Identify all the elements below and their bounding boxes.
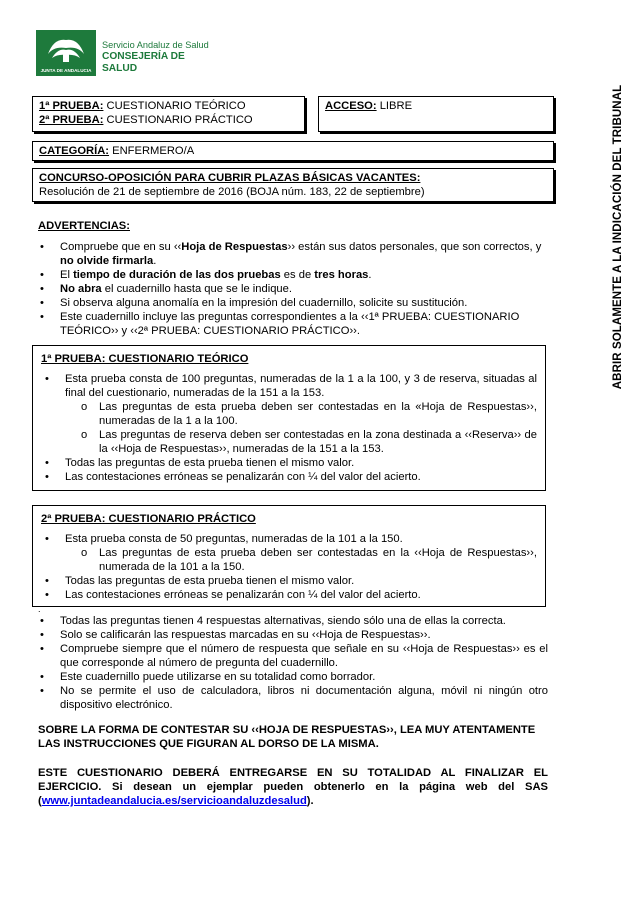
pruebas-box — [32, 96, 305, 132]
emblem-caption: JUNTA DE ANDALUCIA — [40, 68, 92, 73]
acceso-box — [318, 96, 554, 132]
list-item: • Compruebe que en su ‹‹Hoja de Respuestas›› están sus datos personales, que son correctos, y no olvide firmarla. — [36, 240, 548, 268]
acceso-value: LIBRE — [376, 100, 413, 112]
final-notice-text: ESTE CUESTIONARIO DEBERÁ ENTREGARSE EN SU TOTALIDAD AL FINALIZAR EL EJERCICIO. Si desean un ejemplar pueden obtenerlo en la página web del SAS ( — [38, 767, 548, 807]
list-item: • Esta prueba consta de 50 preguntas, numeradas de la 101 a la 150. — [41, 532, 537, 546]
list-item: • Esta prueba consta de 100 preguntas, numeradas de la 1 a la 100, y 3 de reserva, situadas al final del cuestionario, numeradas de la 151 a la 153. — [41, 372, 537, 400]
advertencias-list — [36, 240, 548, 338]
org-name: Servicio Andaluz de Salud — [102, 40, 209, 50]
org-department: CONSEJERÍA DE SALUD — [102, 51, 185, 74]
list-subitem: o Las preguntas de esta prueba deben ser contestadas en la ‹‹Hoja de Respuestas››, numerada de la 101 a la 150. — [41, 546, 537, 574]
advertencias-title: ADVERTENCIAS: — [38, 220, 130, 232]
side-vertical-notice — [596, 36, 638, 438]
prueba1-title: 1ª PRUEBA: CUESTIONARIO TEÓRICO — [41, 353, 249, 365]
list-subitem: o Las preguntas de esta prueba deben ser contestadas en la «Hoja de Respuestas››, numeradas de la 1 a la 100. — [41, 400, 537, 428]
prueba2-list — [41, 532, 537, 602]
prueba1-list — [41, 372, 537, 484]
list-item: • Todas las preguntas de esta prueba tienen el mismo valor. — [41, 456, 537, 470]
list-subitem: o Las preguntas de reserva deben ser contestadas en la zona destinada a ‹‹Reserva›› de la ‹‹Hoja de Respuestas››, numeradas de la 151 a la 153. — [41, 428, 537, 456]
final-notice-end: ). — [306, 795, 314, 807]
categoria-box — [32, 141, 554, 161]
list-item: • Solo se calificarán las respuestas marcadas en su ‹‹Hoja de Respuestas››. — [36, 628, 548, 642]
prueba2-title: 2ª PRUEBA: CUESTIONARIO PRÁCTICO — [41, 513, 256, 525]
concurso-resolution: Resolución de 21 de septiembre de 2016 (BOJA núm. 183, 22 de septiembre) — [39, 186, 425, 198]
logo — [36, 30, 212, 80]
prueba2-box — [32, 505, 546, 607]
sobre-forma-notice: SOBRE LA FORMA DE CONTESTAR SU ‹‹HOJA DE RESPUESTAS››, LEA MUY ATENTAMENTE LAS INSTRUCCIONES QUE FIGURAN AL DORSO DE LA MISMA. — [38, 724, 536, 750]
concurso-box — [32, 168, 554, 202]
prueba2-label: 2ª PRUEBA: — [39, 114, 104, 126]
final-notice — [38, 766, 548, 808]
categoria-value: ENFERMERO/A — [109, 145, 195, 157]
list-item: • Compruebe siempre que el número de respuesta que señale en su ‹‹Hoja de Respuestas›› es el que corresponde al número de pregunta del cuadernillo. — [36, 642, 548, 670]
prueba1-box — [32, 345, 546, 491]
list-item: • Este cuadernillo incluye las preguntas correspondientes a la ‹‹1ª PRUEBA: CUESTIONARIO TEÓRICO›› y ‹‹2ª PRUEBA: CUESTIONARIO PRÁCTICO››. — [36, 310, 548, 338]
list-item: • Todas las preguntas tienen 4 respuestas alternativas, siendo sólo una de ellas la correcta. — [36, 614, 548, 628]
list-item: • Si observa alguna anomalía en la impresión del cuadernillo, solicite su sustitución. — [36, 296, 548, 310]
sas-website-link[interactable]: www.juntadeandalucia.es/servicioandaluzdesalud — [41, 795, 307, 807]
list-item: • Las contestaciones erróneas se penalizarán con ¼ del valor del acierto. — [41, 588, 537, 602]
list-item: • El tiempo de duración de las dos pruebas es de tres horas. — [36, 268, 548, 282]
list-item: • No se permite el uso de calculadora, libros ni documentación alguna, móvil ni ningún otro dispositivo electrónico. — [36, 684, 548, 712]
categoria-label: CATEGORÍA: — [39, 145, 110, 157]
list-item: • Las contestaciones erróneas se penalizarán con ¼ del valor del acierto. — [41, 470, 537, 484]
acceso-label: ACCESO: — [325, 100, 377, 112]
prueba2-value: CUESTIONARIO PRÁCTICO — [103, 114, 253, 126]
list-item: • No abra el cuadernillo hasta que se le indique. — [36, 282, 548, 296]
general-list — [36, 614, 548, 712]
junta-de-andalucia-emblem-icon — [36, 30, 96, 76]
list-item: • Todas las preguntas de esta prueba tienen el mismo valor. — [41, 574, 537, 588]
list-item: • Este cuadernillo puede utilizarse en su totalidad como borrador. — [36, 670, 548, 684]
prueba1-value: CUESTIONARIO TEÓRICO — [103, 100, 246, 112]
stray-dot: . — [38, 604, 41, 614]
concurso-title: CONCURSO-OPOSICIÓN PARA CUBRIR PLAZAS BÁSICAS VACANTES: — [39, 172, 421, 184]
prueba1-label: 1ª PRUEBA: — [39, 100, 104, 112]
side-notice-text: ABRIR SOLAMENTE A LA INDICACIÓN DEL TRIBUNAL — [612, 84, 624, 390]
